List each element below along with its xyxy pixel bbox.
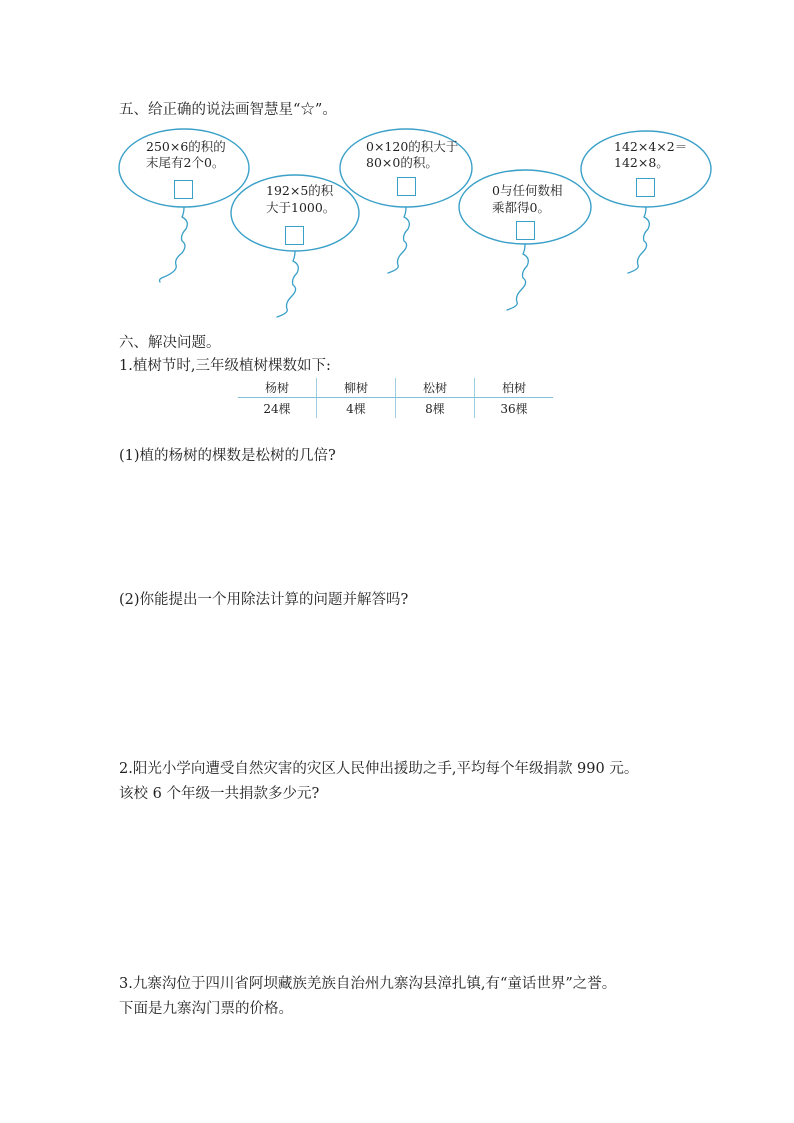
q3-line2: 下面是九寨沟门票的价格。 <box>119 1001 293 1017</box>
balloon-4-answer-box[interactable] <box>516 221 535 240</box>
balloon-5-string <box>628 207 649 273</box>
balloon-1-line1: 250×6的积的 <box>146 139 226 154</box>
q3-line1: 3.九寨沟位于四川省阿坝藏族羌族自治州九寨沟县漳扎镇,有“童话世界”之誉。 <box>119 976 617 992</box>
balloon-1-answer-box[interactable] <box>174 180 193 199</box>
q1-part2: (2)你能提出一个用除法计算的问题并解答吗? <box>119 592 409 608</box>
q2-line1: 2.阳光小学向遭受自然灾害的灾区人民伸出援助之手,平均每个年级捐款 990 元。 <box>119 761 639 777</box>
balloon-5-line1: 142×4×2＝ <box>614 139 688 154</box>
balloon-5-answer-box[interactable] <box>636 178 655 197</box>
q1-part1: (1)植的杨树的棵数是松树的几倍? <box>119 448 336 464</box>
balloon-2-line1: 192×5的积 <box>266 183 334 198</box>
table-value-cell: 8棵 <box>396 398 475 419</box>
table-value-cell: 36棵 <box>500 401 528 416</box>
balloons-illustration <box>0 0 794 340</box>
table-value-cell: 24棵 <box>238 398 317 419</box>
balloon-3-line2: 80×0的积。 <box>366 155 438 170</box>
section5-heading: 五、给正确的说法画智慧星“☆”。 <box>119 102 337 118</box>
balloon-1-line2: 末尾有2个0。 <box>146 155 225 170</box>
table-header-cell: 松树 <box>396 378 475 398</box>
balloon-5-line2: 142×8。 <box>614 155 669 170</box>
balloon-1-string <box>160 207 188 282</box>
balloon-4-line2: 乘都得0。 <box>492 200 550 215</box>
table-value-cell: 4棵 <box>317 398 396 419</box>
balloon-2-line2: 大于1000。 <box>266 200 336 215</box>
q1-intro: 1.植树节时,三年级植树棵数如下: <box>119 358 331 374</box>
table-header-cell: 柳树 <box>317 378 396 398</box>
tree-count-table <box>238 378 553 418</box>
balloon-3-string <box>388 207 409 273</box>
balloon-3-line1: 0×120的积大于 <box>366 139 459 154</box>
balloon-2-answer-box[interactable] <box>285 226 304 245</box>
balloon-4-line1: 0与任何数相 <box>492 183 563 198</box>
balloon-4-string <box>507 244 528 310</box>
balloon-3-answer-box[interactable] <box>397 177 416 196</box>
balloon-2-string <box>277 251 298 317</box>
table-header-cell: 柏树 <box>475 378 554 398</box>
q2-line2: 该校 6 个年级一共捐款多少元? <box>119 786 320 802</box>
table-header-cell: 杨树 <box>238 378 317 398</box>
section6-heading: 六、解决问题。 <box>119 335 221 351</box>
